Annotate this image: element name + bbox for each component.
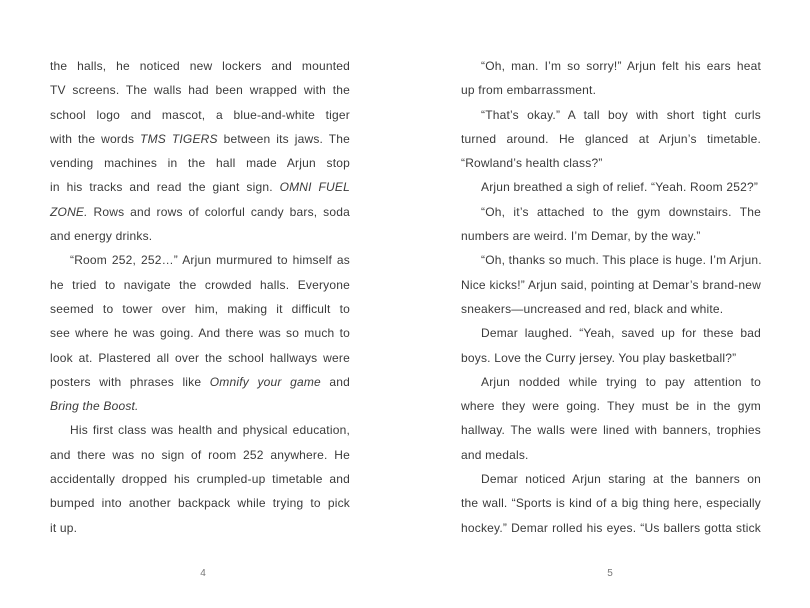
italic-text: ZONE. bbox=[50, 204, 88, 219]
text-line bbox=[461, 394, 761, 418]
text-run: Demar laughed. “Yeah, saved up for these bad bbox=[481, 326, 761, 341]
text-run: hallway. The walls were lined with banners, trophies bbox=[461, 423, 761, 438]
text-line bbox=[461, 467, 761, 491]
text-run: and medals. bbox=[461, 447, 529, 462]
paragraph bbox=[50, 54, 350, 248]
text-line bbox=[50, 78, 350, 102]
text-line bbox=[461, 151, 761, 175]
text-run: Nice kicks!” Arjun said, pointing at Demar’s brand-new bbox=[461, 277, 761, 292]
text-line bbox=[50, 297, 350, 321]
text-run: with the words bbox=[50, 131, 141, 146]
text-line bbox=[461, 127, 761, 151]
right-page bbox=[405, 0, 810, 608]
text-run: see where he was going. And there was so much to bbox=[50, 326, 350, 341]
text-line bbox=[50, 346, 350, 370]
text-run: between its jaws. The bbox=[217, 131, 350, 146]
text-line bbox=[50, 467, 350, 491]
text-line bbox=[50, 127, 350, 151]
text-line bbox=[461, 200, 761, 224]
text-line bbox=[50, 224, 350, 248]
paragraph bbox=[50, 248, 350, 418]
text-line bbox=[50, 151, 350, 175]
text-run: school logo and mascot, a blue-and-white tiger bbox=[50, 107, 350, 122]
text-line bbox=[50, 248, 350, 272]
text-line bbox=[461, 418, 761, 442]
text-run: TV screens. The walls had been wrapped with the bbox=[50, 83, 350, 98]
text-line bbox=[50, 175, 350, 199]
text-run: and there was no sign of room 252 anywhere. He bbox=[50, 447, 350, 462]
text-run: and energy drinks. bbox=[50, 229, 153, 244]
text-line bbox=[461, 78, 761, 102]
text-line bbox=[50, 394, 350, 418]
text-line bbox=[50, 103, 350, 127]
paragraph bbox=[461, 370, 761, 467]
page-number: 5 bbox=[607, 568, 613, 579]
text-line bbox=[50, 200, 350, 224]
text-line bbox=[461, 297, 761, 321]
text-run: “Oh, it’s attached to the gym downstairs. The bbox=[481, 204, 761, 219]
text-run: the halls, he noticed new lockers and mounted bbox=[50, 59, 350, 73]
text-run: “Room 252, 252…” Arjun murmured to himself as bbox=[70, 253, 350, 268]
text-run: and bbox=[320, 374, 350, 389]
text-run: “That’s okay.” A tall boy with short tight curls bbox=[481, 107, 761, 122]
body-text bbox=[461, 54, 761, 540]
text-line bbox=[50, 491, 350, 515]
text-line bbox=[461, 346, 761, 370]
text-run: boys. Love the Curry jersey. You play basketball?” bbox=[461, 350, 737, 365]
text-run: up from embarrassment. bbox=[461, 83, 597, 98]
paragraph bbox=[461, 200, 761, 249]
italic-text: Bring the Boost. bbox=[50, 399, 139, 414]
text-line bbox=[50, 443, 350, 467]
paragraph bbox=[50, 418, 350, 539]
text-line bbox=[461, 516, 761, 540]
paragraph bbox=[461, 54, 761, 103]
text-run: the wall. “Sports is kind of a big thing here, especially bbox=[461, 496, 761, 511]
text-run: His first class was health and physical education, bbox=[70, 423, 350, 438]
text-line bbox=[50, 321, 350, 345]
text-run: hockey.” Demar rolled his eyes. “Us ballers gotta stick bbox=[461, 520, 761, 535]
text-line bbox=[461, 443, 761, 467]
text-line bbox=[50, 516, 350, 540]
text-line bbox=[461, 273, 761, 297]
text-run: bumped into another backpack while trying to pick bbox=[50, 496, 350, 511]
text-line bbox=[461, 321, 761, 345]
text-run: Arjun nodded while trying to pay attention to bbox=[481, 374, 761, 389]
text-run: Rows and rows of colorful candy bars, soda bbox=[87, 204, 350, 219]
text-run: posters with phrases like bbox=[50, 374, 210, 389]
body-text bbox=[50, 54, 350, 540]
text-run: it up. bbox=[50, 520, 78, 535]
text-run: accidentally dropped his crumpled-up timetable and bbox=[50, 472, 350, 487]
text-run: “Oh, man. I’m so sorry!” Arjun felt his ears heat bbox=[481, 59, 761, 73]
italic-text: Omnify your game bbox=[209, 374, 321, 389]
text-run: Arjun breathed a sigh of relief. “Yeah. Room 252?” bbox=[481, 180, 759, 195]
text-line bbox=[50, 273, 350, 297]
text-line bbox=[461, 491, 761, 515]
text-run: where they were going. They must be in the gym bbox=[461, 399, 761, 414]
text-line bbox=[461, 248, 761, 272]
text-line bbox=[461, 54, 761, 78]
text-line bbox=[461, 224, 761, 248]
text-run: numbers are weird. I’m Demar, by the way.” bbox=[461, 229, 701, 244]
text-run: in his tracks and read the giant sign. bbox=[50, 180, 280, 195]
page-number: 4 bbox=[200, 568, 206, 579]
text-run: turned around. He glanced at Arjun’s timetable. bbox=[461, 131, 761, 146]
text-run: sneakers—uncreased and red, black and white. bbox=[461, 301, 724, 316]
text-run: he tried to navigate the crowded halls. Everyone bbox=[50, 277, 350, 292]
italic-text: TMS TIGERS bbox=[140, 131, 218, 146]
text-line bbox=[50, 54, 350, 78]
text-line bbox=[461, 103, 761, 127]
italic-text: OMNI FUEL bbox=[279, 180, 351, 195]
text-run: seemed to tower over him, making it difficult to bbox=[50, 301, 350, 316]
text-run: vending machines in the hall made Arjun stop bbox=[50, 156, 350, 171]
text-line bbox=[461, 175, 761, 199]
paragraph bbox=[461, 321, 761, 370]
text-run: look at. Plastered all over the school hallways were bbox=[50, 350, 350, 365]
text-line bbox=[461, 370, 761, 394]
paragraph bbox=[461, 175, 761, 199]
text-line bbox=[50, 418, 350, 442]
text-run: “Oh, thanks so much. This place is huge. I’m Arjun. bbox=[481, 253, 762, 268]
paragraph bbox=[461, 467, 761, 540]
text-line bbox=[50, 370, 350, 394]
paragraph bbox=[461, 103, 761, 176]
text-run: Demar noticed Arjun staring at the banners on bbox=[481, 472, 761, 487]
paragraph bbox=[461, 248, 761, 321]
text-run: “Rowland’s health class?” bbox=[461, 156, 603, 171]
